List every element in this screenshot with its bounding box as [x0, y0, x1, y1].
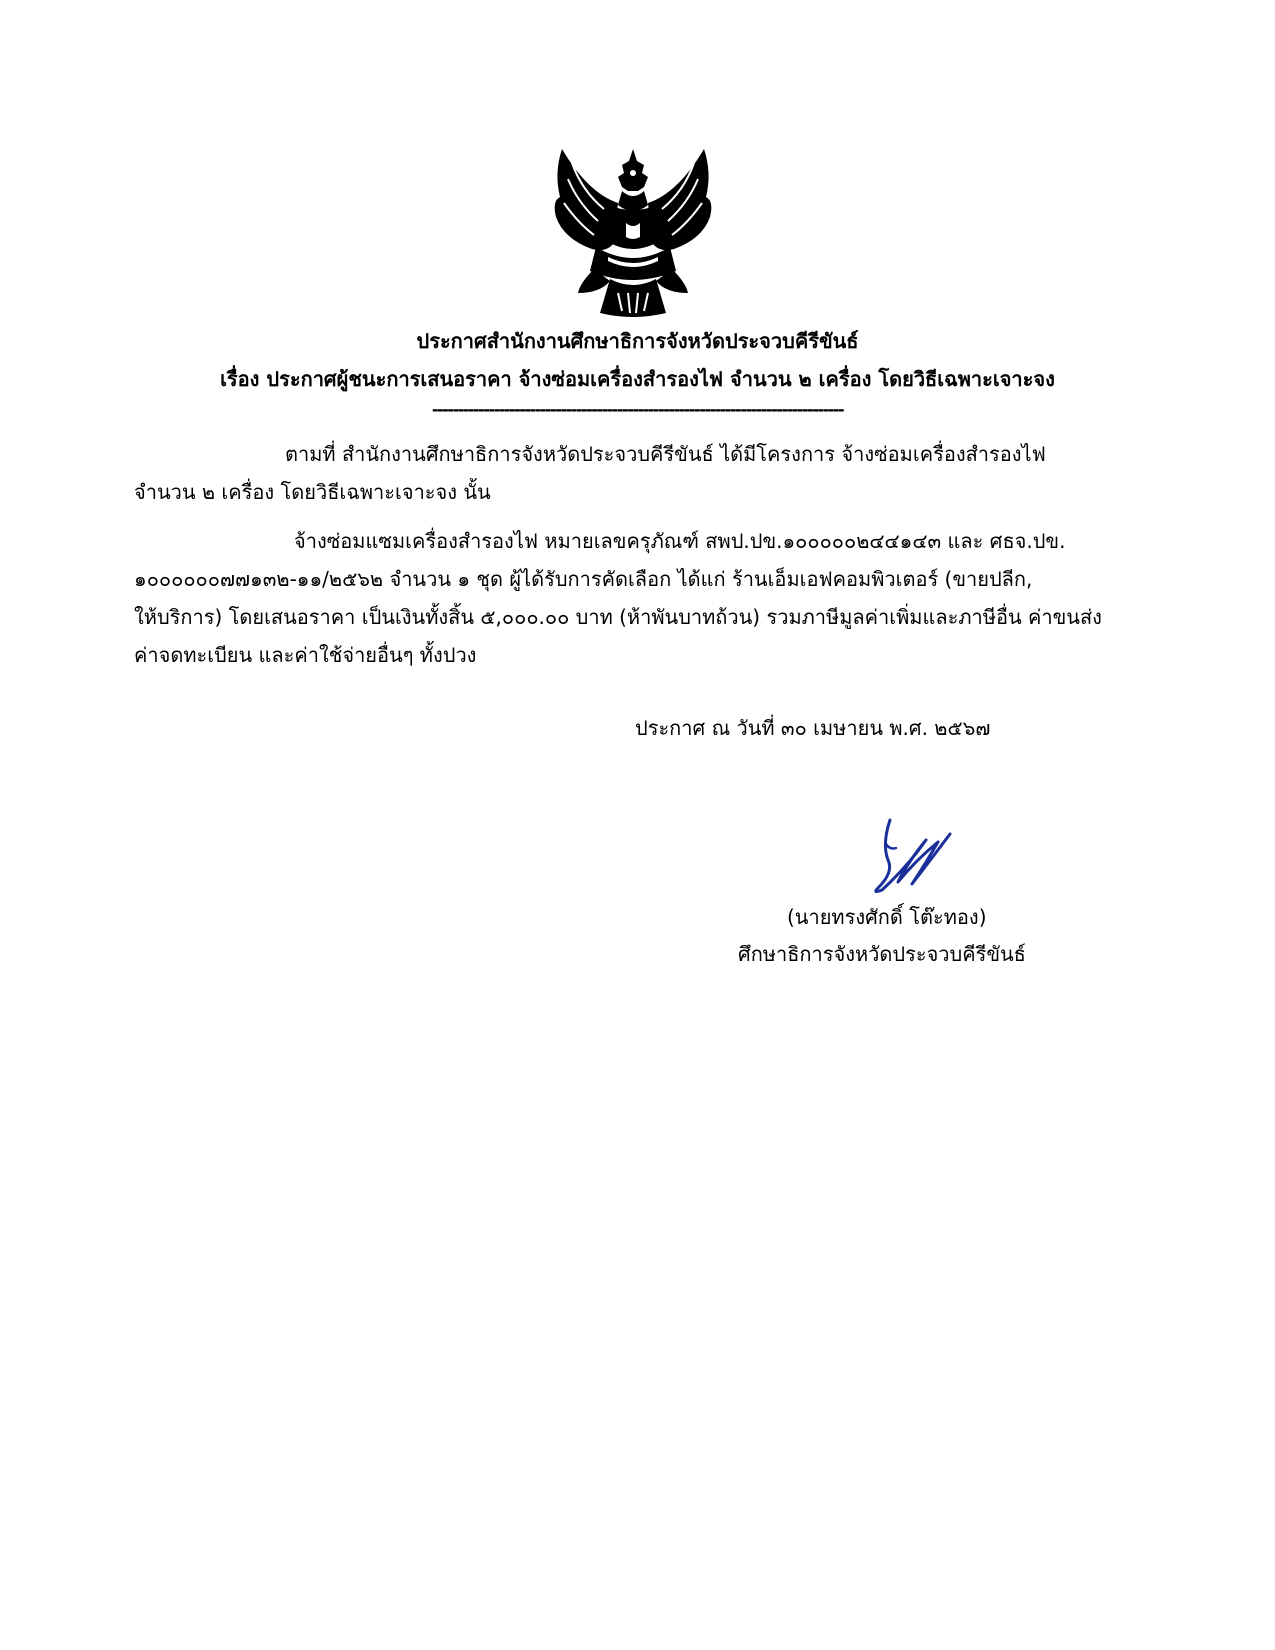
- paragraph-2-line-4: ค่าจดทะเบียน และค่าใช้จ่ายอื่นๆ ทั้งปวง: [134, 643, 477, 667]
- garuda-emblem-icon: [548, 143, 718, 321]
- paragraph-2-line-2: ๑๐๐๐๐๐๐๗๗๑๓๒-๑๑/๒๕๖๒ จำนวน ๑ ชุด ผู้ได้รับการคัดเลือก ได้แก่ ร้านเอ็มเอฟคอมพิวเตอร์ (ขายปลีก,: [134, 567, 1033, 591]
- paragraph-2-line-1: จ้างซ่อมแซมเครื่องสำรองไฟ หมายเลขครุภัณฑ์ สพป.ปข.๑๐๐๐๐๐๒๔๔๑๔๓ และ ศธจ.ปข.: [294, 529, 1066, 553]
- signer-position: ศึกษาธิการจังหวัดประจวบคีรีขันธ์: [738, 942, 1026, 966]
- announcement-subject: เรื่อง ประกาศผู้ชนะการเสนอราคา จ้างซ่อมเครื่องสำรองไฟ จำนวน ๒ เครื่อง โดยวิธีเฉพาะเจาะจง: [220, 367, 1055, 391]
- paragraph-1-line-1: ตามที่ สำนักงานศึกษาธิการจังหวัดประจวบคีรีขันธ์ ได้มีโครงการ จ้างซ่อมเครื่องสำรองไฟ: [285, 442, 1046, 466]
- handwritten-signature-icon: [868, 814, 954, 900]
- paragraph-1-line-2: จำนวน ๒ เครื่อง โดยวิธีเฉพาะเจาะจง นั้น: [134, 480, 491, 504]
- separator-line: --------------------------------------------------------------------------------: [431, 400, 844, 419]
- announcement-title: ประกาศสำนักงานศึกษาธิการจังหวัดประจวบคีรีขันธ์: [416, 329, 859, 353]
- paragraph-2-line-3: ให้บริการ) โดยเสนอราคา เป็นเงินทั้งสิ้น ๕,๐๐๐.๐๐ บาท (ห้าพันบาทถ้วน) รวมภาษีมูลค่าเพิ่มและภาษีอื่น ค่าขนส่ง: [134, 605, 1102, 629]
- signer-name: (นายทรงศักดิ์ โต๊ะทอง): [787, 905, 987, 929]
- announcement-date: ประกาศ ณ วันที่ ๓๐ เมษายน พ.ศ. ๒๕๖๗: [635, 716, 991, 740]
